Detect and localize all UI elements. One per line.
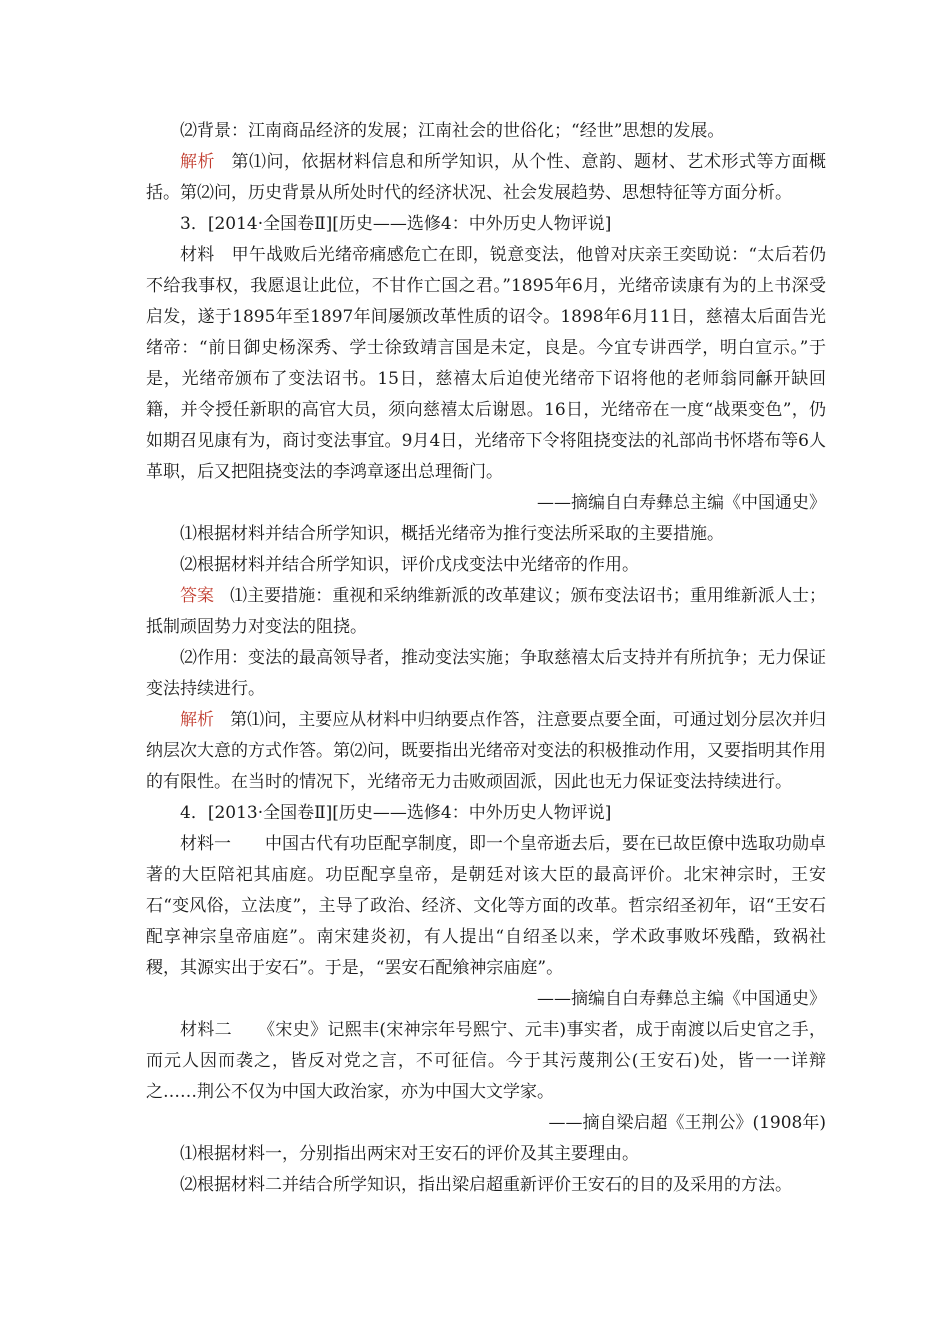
analysis-text: 第⑴问，主要应从材料中归纳要点作答，注意要点要全面，可通过划分层次并归纳层次大意的方式作答。第⑵问，既要指出光绪帝对变法的积极推动作用，又要指明其作用的有限性。在当时的情况下，光绪帝无力击败顽固派，因此也无力保证变法持续进行。 xyxy=(146,710,827,792)
source-citation: ——摘编自白寿彝总主编《中国通史》 xyxy=(537,989,826,1009)
analysis-label: 解析 xyxy=(180,152,215,172)
question-4-sub-2: ⑵根据材料二并结合所学知识，指出梁启超重新评价王安石的目的及采用的方法。 xyxy=(180,1175,792,1195)
question-4-material-2: 材料二 《宋史》记熙丰(宋神宗年号熙宁、元丰)事实者，成于南渡以后史官之手，而元人因而袭之，皆反对党之言，不可征信。今于其污蔑荆公(王安石)处，皆一一详辩之……荆公不仅为中国大政治家，亦为中国大文学家。 xyxy=(146,1020,826,1102)
question-3-sub-2: ⑵根据材料并结合所学知识，评价戊戌变法中光绪帝的作用。 xyxy=(180,555,639,575)
analysis-label: 解析 xyxy=(180,710,215,730)
paragraph-background: ⑵背景：江南商品经济的发展；江南社会的世俗化；“经世”思想的发展。 xyxy=(180,121,725,141)
question-4-heading: 4．[2013·全国卷Ⅱ][历史——选修4：中外历史人物评说] xyxy=(180,803,612,823)
question-4-material-1: 材料一 中国古代有功臣配享制度，即一个皇帝逝去后，要在已故臣僚中选取功勋卓著的大臣陪祀其庙庭。功臣配享皇帝，是朝廷对该大臣的最高评价。北宋神宗时，王安石“变风俗，立法度”，主导了政治、经济、文化等方面的改革。哲宗绍圣初年，诏“王安石配享神宗皇帝庙庭”。南宋建炎初，有人提出“自绍圣以来，学术政事败坏残酷，致祸社稷，其源实出于安石”。于是，“罢安石配飨神宗庙庭”。 xyxy=(146,834,826,978)
paragraph-answer xyxy=(146,581,826,643)
question-3-heading: 3．[2014·全国卷Ⅱ][历史——选修4：中外历史人物评说] xyxy=(180,214,612,234)
paragraph-analysis-2 xyxy=(146,705,826,798)
question-3-sub-1: ⑴根据材料并结合所学知识，概括光绪帝为推行变法所采取的主要措施。 xyxy=(180,524,724,544)
source-citation: ——摘自梁启超《王荆公》(1908年) xyxy=(548,1113,826,1133)
paragraph-analysis-1 xyxy=(146,147,826,209)
question-4-sub-1: ⑴根据材料一，分别指出两宋对王安石的评价及其主要理由。 xyxy=(180,1144,639,1164)
source-citation: ——摘编自白寿彝总主编《中国通史》 xyxy=(537,493,826,513)
analysis-text: 第⑴问，依据材料信息和所学知识，从个性、意韵、题材、艺术形式等方面概括。第⑵问，历史背景从所处时代的经济状况、社会发展趋势、思想特征等方面分析。 xyxy=(146,152,826,203)
document-page xyxy=(146,116,826,1201)
question-3-material: 材料 甲午战败后光绪帝痛感危亡在即，锐意变法，他曾对庆亲王奕劻说：“太后若仍不给我事权，我愿退让此位，不甘作亡国之君。”1895年6月，光绪帝读康有为的上书深受启发，遂于1895年至1897年间屡颁改革性质的诏令。1898年6月11日，慈禧太后面告光绪帝：“前日御史杨深秀、学士徐致靖言国是未定，良是。今宜专讲西学，明白宣示。”于是，光绪帝颁布了变法诏书。15日，慈禧太后迫使光绪帝下诏将他的老师翁同龢开缺回籍，并令授任新职的高官大员，须向慈禧太后谢恩。16日，光绪帝在一度“战栗变色”，仍如期召见康有为，商讨变法事宜。9月4日，光绪帝下令将阻挠变法的礼部尚书怀塔布等6人革职，后又把阻挠变法的李鸿章逐出总理衙门。 xyxy=(146,245,826,482)
answer-part-2: ⑵作用：变法的最高领导者，推动变法实施；争取慈禧太后支持并有所抗争；无力保证变法持续进行。 xyxy=(146,648,826,699)
answer-text: ⑴主要措施：重视和采纳维新派的改革建议；颁布变法诏书；重用维新派人士；抵制顽固势力对变法的阻挠。 xyxy=(146,586,827,637)
answer-label: 答案 xyxy=(180,586,215,606)
